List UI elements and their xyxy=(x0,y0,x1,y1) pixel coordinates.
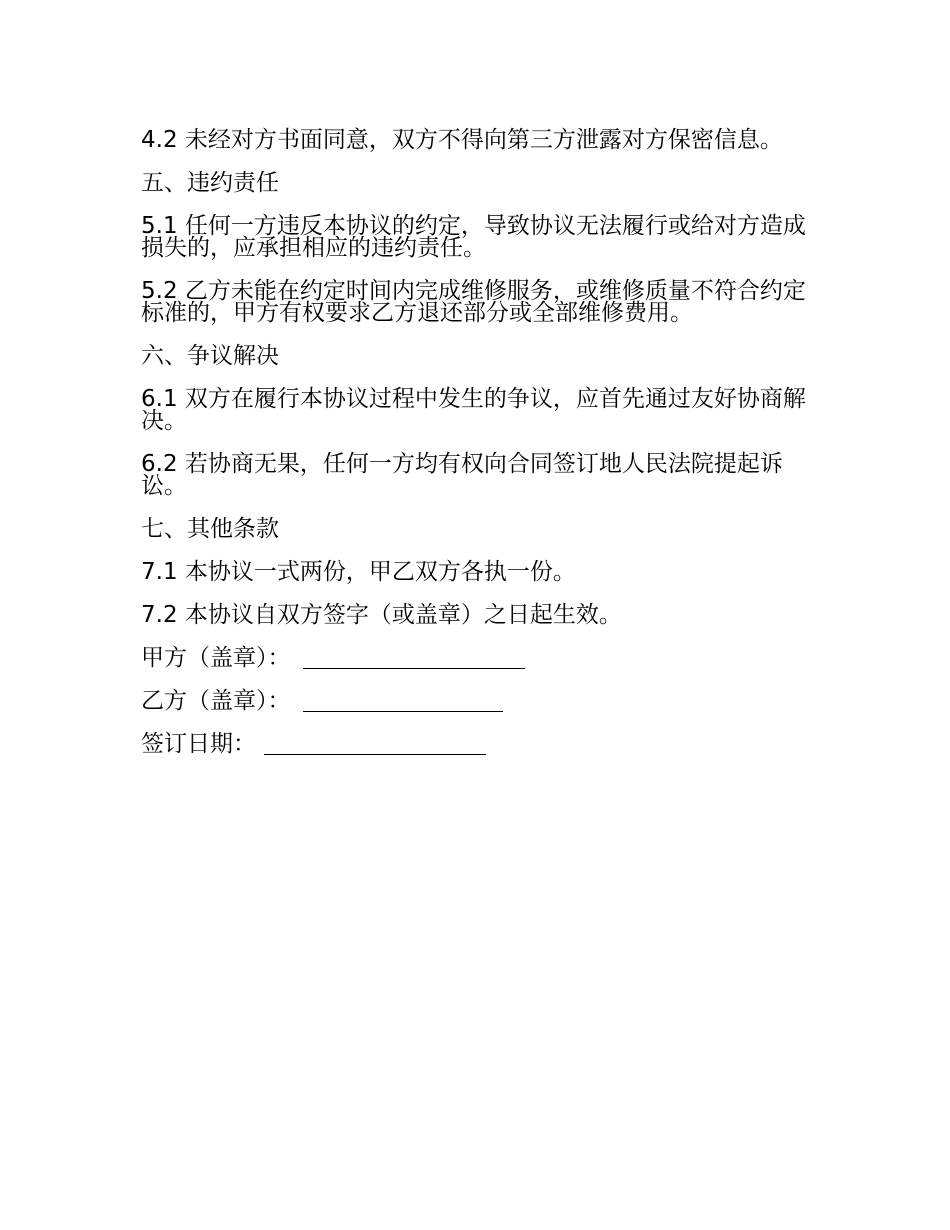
sign-date-row xyxy=(141,733,811,755)
sign-date-label: 签订日期： xyxy=(141,731,256,757)
clause-6-2: 6.2 若协商无果，任何一方均有权向合同签订地人民法院提起诉讼。 xyxy=(141,451,783,499)
party-a-signature-line xyxy=(303,648,525,669)
party-b-label: 乙方（盖章）： xyxy=(141,688,291,714)
clause-5-1: 5.1 任何一方违反本协议的约定，导致协议无法履行或给对方造成损失的，应承担相应的违约责任。 xyxy=(141,213,806,261)
clause-6-1: 6.1 双方在履行本协议过程中发生的争议，应首先通过友好协商解决。 xyxy=(141,386,806,434)
section-6-title: 六、争议解决 xyxy=(141,343,279,369)
party-a-signature-row xyxy=(141,647,811,669)
party-b-signature-line xyxy=(303,691,503,712)
party-a-label: 甲方（盖章）： xyxy=(141,645,291,671)
clause-7-1: 7.1 本协议一式两份，甲乙双方各执一份。 xyxy=(141,559,576,585)
party-b-signature-row xyxy=(141,690,811,712)
clause-5-2: 5.2 乙方未能在约定时间内完成维修服务，或维修质量不符合约定标准的，甲方有权要求乙方退还部分或全部维修费用。 xyxy=(141,278,806,326)
document-page xyxy=(141,129,811,776)
sign-date-line xyxy=(264,734,486,755)
section-7-title: 七、其他条款 xyxy=(141,516,279,542)
section-5-title: 五、违约责任 xyxy=(141,170,279,196)
clause-7-2: 7.2 本协议自双方签字（或盖章）之日起生效。 xyxy=(141,602,622,628)
clause-4-2: 4.2 未经对方书面同意，双方不得向第三方泄露对方保密信息。 xyxy=(141,127,783,153)
